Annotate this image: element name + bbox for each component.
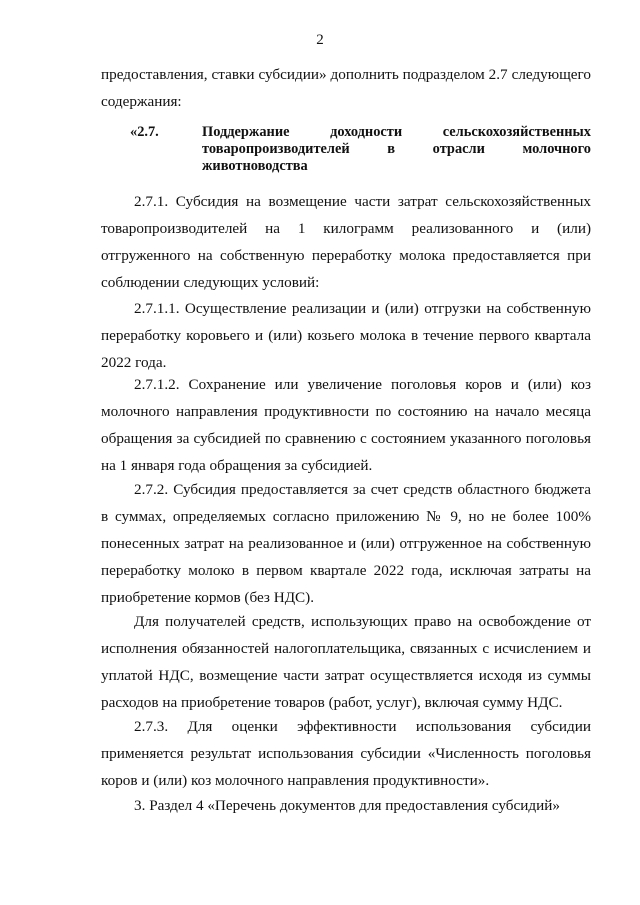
intro-paragraph: предоставления, ставки субсидии» дополнить подразделом 2.7 следующего содержания: — [101, 66, 591, 110]
section-title-line: Поддержание доходности сельскохозяйственных — [202, 124, 591, 140]
paragraph-vat: Для получателей средств, использующих право на освобождение от исполнения обязанностей налогоплательщика, связанных с исчислением и уплатой НДС, возмещение части затрат осуществляется исходя из суммы расходов на приобретение товаров (работ, услуг), включая сумму НДС. — [101, 613, 591, 711]
page-number: 2 — [316, 32, 324, 48]
section-title — [202, 124, 591, 175]
section-number: «2.7. — [130, 124, 159, 140]
paragraph-2-7-1-1: 2.7.1.1. Осуществление реализации и (или) отгрузки на собственную переработку коровьего и (или) козьего молока в течение первого квартала 2022 года. — [101, 300, 591, 371]
paragraph-2-7-1: 2.7.1. Субсидия на возмещение части затрат сельскохозяйственных товаропроизводителей на 1 килограмм реализованного и (или) отгруженного на собственную переработку молока предоставляется при соблюдении следующих условий: — [101, 193, 591, 291]
paragraph-2-7-2: 2.7.2. Субсидия предоставляется за счет средств областного бюджета в суммах, определяемых согласно приложению № 9, но не более 100% понесенных затрат на реализованное и (или) отгруженное на собственную переработку молоко в первом квартале 2022 года, исключая затраты на приобретение кормов (без НДС). — [101, 481, 591, 606]
paragraph-2-7-1-2: 2.7.1.2. Сохранение или увеличение поголовья коров и (или) коз молочного направления продуктивности по состоянию на начало месяца обращения за субсидией по сравнению с состоянием указанного поголовья на 1 января года обращения за субсидией. — [101, 376, 591, 474]
section-title-line: животноводства — [202, 158, 308, 174]
paragraph-section-3: 3. Раздел 4 «Перечень документов для предоставления субсидий» — [134, 797, 560, 814]
paragraph-2-7-3: 2.7.3. Для оценки эффективности использования субсидии применяется результат использования субсидии «Численность поголовья коров и (или) коз молочного направления продуктивности». — [101, 718, 591, 789]
section-title-line: товаропроизводителей в отрасли молочного — [202, 141, 591, 157]
